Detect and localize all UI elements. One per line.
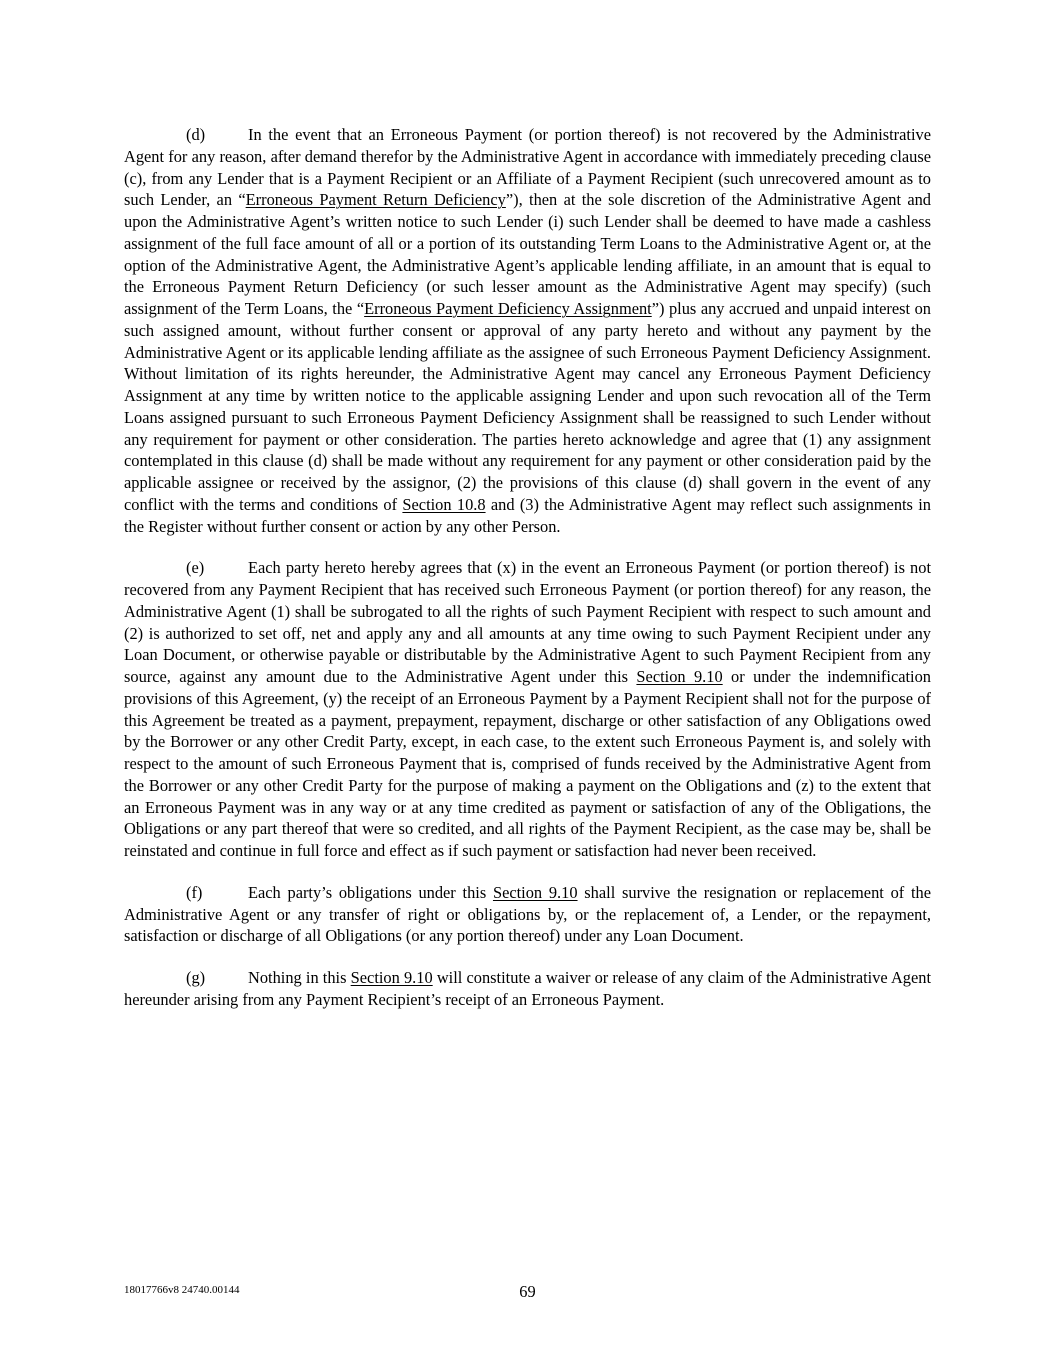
section-reference: Section 10.8: [402, 494, 486, 514]
footer-document-id: 18017766v8 24740.00144: [124, 1284, 240, 1296]
paragraph-label: (f): [186, 882, 203, 902]
paragraph-d: [124, 124, 931, 537]
document-body: [124, 124, 931, 1031]
paragraph-text: Each party’s obligations under this: [248, 882, 493, 902]
paragraph-text: ”), then at the sole discretion of the Administrative Agent and upon the Administrative Agent’s written notice to such Lender (i) such Lender shall be deemed to have made a cashless assignment of the full face amount of all or a portion of its outstanding Term Loans to the Administrative Agent or, at the option of the Administrative Agent, the Administrative Agent’s applicable lending affiliate, in an amount that is equal to the Erroneous Payment Return Deficiency (or such lesser amount as the Administrative Agent may specify) (such assignment of the Term Loans, the “: [124, 190, 931, 318]
section-reference: Section 9.10: [492, 882, 578, 902]
paragraph-label: (g): [186, 968, 206, 987]
footer-page-number: 69: [519, 1282, 536, 1301]
paragraph-f: [124, 882, 931, 947]
section-reference: Section 9.10: [636, 667, 723, 686]
paragraph-text: In the event that an Erroneous Payment (or portion thereof) is not recovered by the Administrative Agent for any reason, after demand therefor by the Administrative Agent in accordance with immediately preceding clause (c), from any Lender that is a Payment Recipient or an Affiliate of a Payment Recipient (such unrecovered amount as to such Lender, an “: [124, 125, 931, 210]
paragraph-text: will constitute a waiver or release of any claim of the Administrative Agent hereunder arising from any Payment Recipient’s receipt of an Erroneous Payment.: [124, 968, 931, 1009]
defined-term: Erroneous Payment Return Deficiency: [245, 190, 506, 210]
paragraph-text: shall survive the resignation or replacement of the Administrative Agent or any transfer of right or obligations by, or the replacement of, a Lender, or the repayment, satisfaction or discharge of all Obligations (or any portion thereof) under any Loan Document.: [124, 882, 931, 946]
paragraph-text: or under the indemnification provisions of this Agreement, (y) the receipt of an Erroneous Payment by a Payment Recipient shall not for the purpose of this Agreement be treated as a payment, prepayment, repayment, discharge or other satisfaction of any Obligations owed by the Borrower or any other Credit Party, except, in each case, to the extent such Erroneous Payment is, and solely with respect to the amount of such Erroneous Payment that is, comprised of funds received by the Administrative Agent from the Borrower or any other Credit Party for the purpose of making a payment on the Obligations and (z) to the extent that an Erroneous Payment was in any way or at any time credited as payment or satisfaction of any of the Obligations, the Obligations or any part thereof that were so credited, and all rights of the Payment Recipient, as the case may be, shall be reinstated and continue in full force and effect as if such payment or satisfaction had never been received.: [124, 667, 931, 860]
paragraph-e: [124, 557, 931, 862]
paragraph-label: (e): [186, 558, 205, 578]
paragraph-text: Each party hereto hereby agrees that (x) in the event an Erroneous Payment (or portion thereof) is not recovered from any Payment Recipient that has received such Erroneous Payment (or portion thereof) for any reason, the Administrative Agent (1) shall be subrogated to all the rights of such Payment Recipient with respect to such amount and (2) is authorized to set off, net and apply any and all amounts at any time owing to such Payment Recipient under any Loan Document, or otherwise payable or distributable by the Administrative Agent to such Payment Recipient from any source, against any amount due to the Administrative Agent under this: [124, 558, 931, 686]
paragraph-text: Nothing in this: [248, 968, 351, 987]
paragraph-g: [124, 967, 931, 1011]
paragraph-text: and (3) the Administrative Agent may reflect such assignments in the Register without further consent or action by any other Person.: [124, 494, 931, 536]
section-reference: Section 9.10: [350, 968, 433, 987]
paragraph-label: (d): [186, 125, 206, 144]
defined-term: Erroneous Payment Deficiency Assignment: [364, 299, 652, 318]
paragraph-text: ”) plus any accrued and unpaid interest on such assigned amount, without further consent or approval of any party hereto and without any payment by the Administrative Agent or its applicable lending affiliate as the assignee of such Erroneous Payment Deficiency Assignment. Without limitation of its rights hereunder, the Administrative Agent may cancel any Erroneous Payment Deficiency Assignment at any time by written notice to the applicable assigning Lender and upon such revocation all of the Term Loans assigned pursuant to such Erroneous Payment Deficiency Assignment shall be reassigned to such Lender without any requirement for payment or other consideration. The parties hereto acknowledge and agree that (1) any assignment contemplated in this clause (d) shall be made without any requirement for any payment or other consideration paid by the applicable assignee or received by the assignor, (2) the provisions of this clause (d) shall govern in the event of any conflict with the terms and conditions of: [124, 299, 931, 514]
